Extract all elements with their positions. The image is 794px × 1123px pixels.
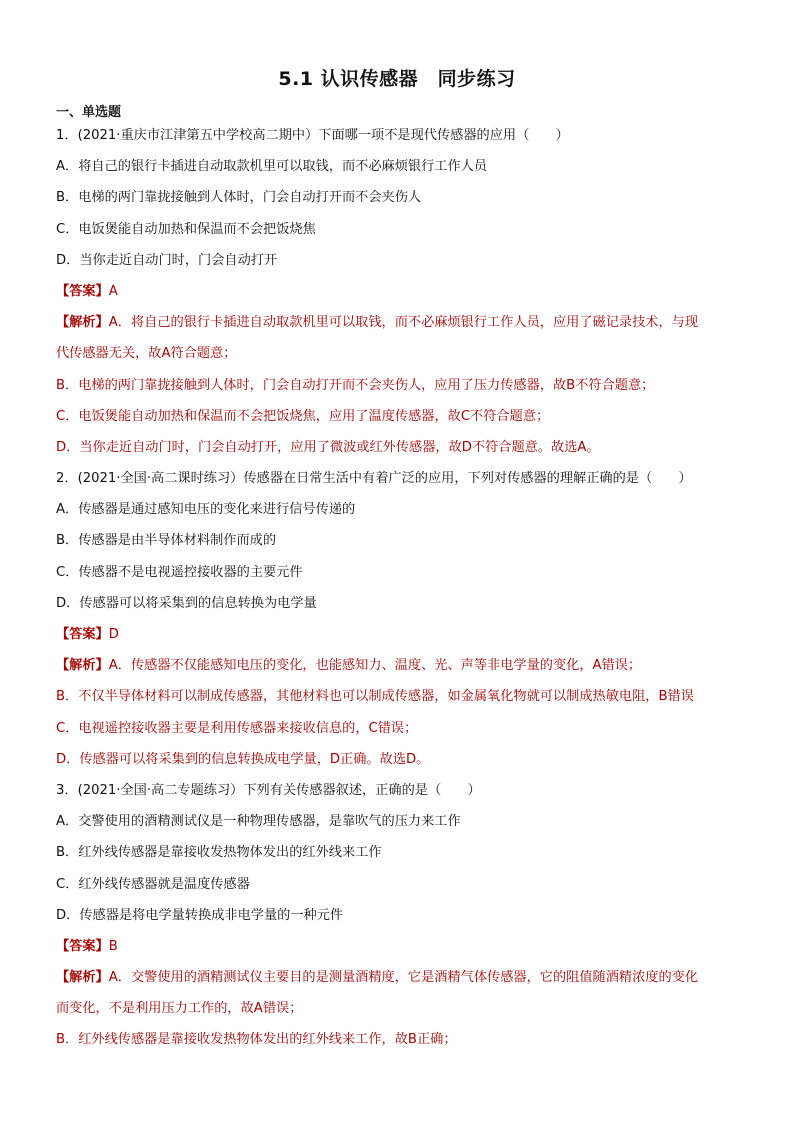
question-1-analysis-line: C．电饭煲能自动加热和保温而不会把饭烧焦，应用了温度传感器，故C不符合题意；	[56, 408, 550, 424]
question-3-analysis-line: 而变化，不是利用压力工作的，故A错误；	[56, 1001, 303, 1017]
analysis-text: A．交警使用的酒精测试仪主要目的是测量酒精度，它是酒精气体传感器，它的阻值随酒精浓度的变化	[108, 970, 699, 986]
question-2-analysis-line: B．不仅半导体材料可以制成传感器，其他材料也可以制成传感器，如金属氧化物就可以制成热敏电阻，B错误	[56, 689, 694, 705]
question-3-analysis-line	[56, 962, 746, 993]
question-1-option-d: D．当你走近自动门时，门会自动打开	[56, 252, 278, 268]
question-3-option-c: C．红外线传感器就是温度传感器	[56, 876, 250, 892]
question-2-analysis-line: D．传感器可以将采集到的信息转换成电学量，D正确。故选D。	[56, 751, 430, 767]
question-2-analysis-line: C．电视遥控接收器主要是利用传感器来接收信息的，C错误；	[56, 720, 418, 736]
question-1-analysis-line	[56, 307, 746, 338]
question-2-analysis-line	[56, 650, 746, 681]
question-1-option-b: B．电梯的两门靠拢接触到人体时，门会自动打开而不会夹伤人	[56, 190, 422, 206]
question-1-analysis-line: 代传感器无关，故A符合题意；	[56, 346, 237, 362]
question-2-option-b: B．传感器是由半导体材料制作而成的	[56, 533, 277, 549]
question-1-option-c: C．电饭煲能自动加热和保温而不会把饭烧焦	[56, 221, 316, 237]
question-2-option-d: D．传感器可以将采集到的信息转换为电学量	[56, 595, 317, 611]
question-2-option-a: A．传感器是通过感知电压的变化来进行信号传递的	[56, 502, 356, 518]
page-title: 5.1 认识传感器 同步练习	[278, 68, 516, 90]
answer-value: B	[108, 938, 118, 954]
answer-value: A	[108, 283, 118, 299]
question-3-option-a: A．交警使用的酒精测试仪是一种物理传感器，是靠吹气的压力来工作	[56, 814, 461, 830]
question-3-answer	[56, 931, 746, 962]
question-1-stem: 1．(2021·重庆市江津第五中学校高二期中）下面哪一项不是现代传感器的应用（ ）	[56, 128, 569, 143]
question-list	[56, 120, 746, 1056]
answer-value: D	[108, 627, 119, 642]
answer-tag: 【答案】	[56, 938, 109, 954]
analysis-text: A．传感器不仅能感知电压的变化，也能感知力、温度、光、声等非电学量的变化，A错误；	[108, 658, 642, 674]
answer-tag: 【答案】	[56, 627, 109, 642]
analysis-text: A．将自己的银行卡插进自动取款机里可以取钱，而不必麻烦银行工作人员，应用了磁记录技术，与现	[108, 315, 699, 331]
section-heading: 一、单选题	[56, 105, 122, 120]
question-3-analysis-line: B．红外线传感器是靠接收发热物体发出的红外线来工作，故B正确；	[56, 1032, 457, 1048]
question-3-stem: 3．(2021·全国·高二专题练习）下列有关传感器叙述，正确的是（ ）	[56, 782, 481, 798]
analysis-tag: 【解析】	[56, 658, 109, 674]
analysis-tag: 【解析】	[56, 970, 109, 986]
analysis-tag: 【解析】	[56, 315, 109, 331]
question-2-stem: 2．(2021·全国·高二课时练习）传感器在日常生活中有着广泛的应用，下列对传感器的理解正确的是（ ）	[56, 471, 692, 487]
question-2-answer	[56, 619, 746, 650]
question-1-option-a: A．将自己的银行卡插进自动取款机里可以取钱，而不必麻烦银行工作人员	[56, 159, 488, 175]
question-1-analysis-line: B．电梯的两门靠拢接触到人体时，门会自动打开而不会夹伤人，应用了压力传感器，故B不符合题意；	[56, 377, 655, 393]
question-3-option-b: B．红外线传感器是靠接收发热物体发出的红外线来工作	[56, 845, 382, 861]
question-1-answer	[56, 276, 746, 307]
question-1-analysis-line: D．当你走近自动门时，门会自动打开，应用了微波或红外传感器，故D不符合题意。故选A。	[56, 439, 600, 455]
question-3-option-d: D．传感器是将电学量转换成非电学量的一种元件	[56, 907, 344, 923]
question-2-option-c: C．传感器不是电视遥控接收器的主要元件	[56, 564, 303, 580]
answer-tag: 【答案】	[56, 283, 109, 299]
